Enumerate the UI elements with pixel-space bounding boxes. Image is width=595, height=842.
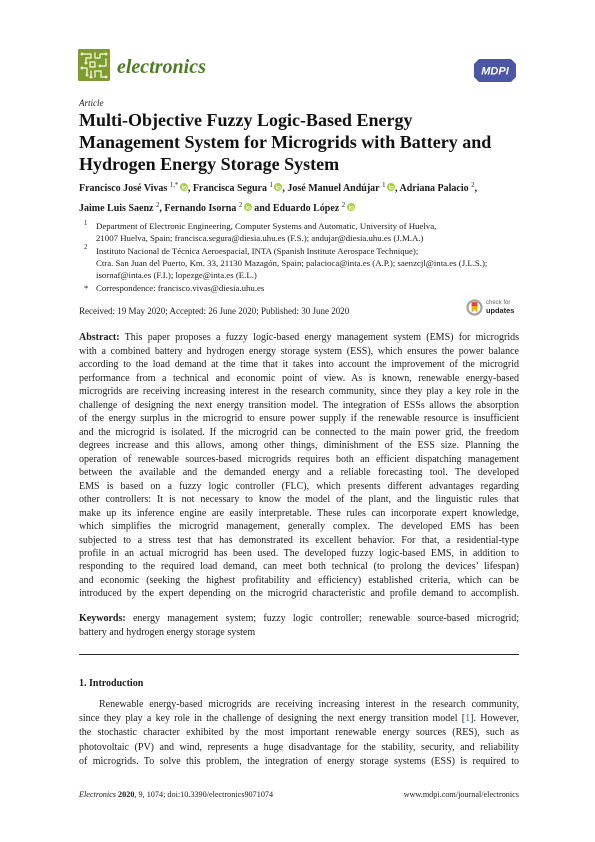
abstract-label: Abstract: — [79, 332, 120, 344]
orcid-icon[interactable] — [180, 183, 188, 191]
article-type: Article — [79, 98, 104, 108]
abstract-line: challenge of designing the next energy transition model. The integration of ESSs allows the absorption — [79, 399, 519, 411]
keywords-label: Keywords: — [79, 613, 126, 624]
intro-line — [79, 712, 519, 726]
affiliation-line: isornaf@inta.es (F.I.); lopezge@inta.es (E.L.) — [96, 270, 257, 281]
orcid-icon[interactable] — [244, 203, 252, 211]
orcid-icon[interactable] — [387, 183, 395, 191]
electronics-journal-logo-icon — [78, 49, 110, 81]
citation-link[interactable]: 1 — [465, 713, 471, 725]
footer-citation — [79, 789, 273, 801]
author-separator: , — [159, 202, 165, 214]
affiliation-2 — [79, 245, 519, 282]
correspondence-text: Correspondence: francisco.vivas@diesia.uhu.es — [96, 282, 265, 293]
abstract-line: make up its inference engine are easily interpretable. These rules can incorporate expert knowledge, — [79, 507, 519, 519]
author-separator: and — [251, 202, 273, 214]
author-name: Fernando Isorna — [164, 202, 237, 214]
author-separator: , — [187, 182, 193, 194]
abstract-line: introduced by the expert depending on the microgrid characteristic and profile demand to accomplish. — [79, 588, 519, 600]
author-separator: , — [282, 182, 288, 194]
intro-paragraph — [79, 698, 519, 769]
title-line: Multi-Objective Fuzzy Logic-Based Energy — [79, 110, 413, 130]
mdpi-logo-icon — [474, 59, 516, 82]
author-name: Adriana Palacio — [399, 182, 469, 194]
author-affiliation-marker: 1 — [269, 181, 273, 189]
affiliation-line: Department of Electronic Engineering, Computer Systems and Automatic, University of Huelva, — [96, 220, 437, 231]
author-name: José Manuel Andújar — [287, 182, 380, 194]
check-for-updates-badge[interactable] — [466, 296, 520, 318]
abstract-line: performance from a technical and economic point of view. As is known, renewable energy-based — [79, 372, 519, 384]
author-line — [79, 179, 477, 199]
author-name: Eduardo López — [272, 202, 340, 214]
abstract-line: other controllers: It is not necessary to know the model of the plant, and the linguistic rules that — [79, 494, 519, 506]
abstract-line: profile in an actual microgrid has been used. The developed fuzzy logic-based EMS, in addition to — [79, 548, 519, 559]
abstract-line: EMS is based on a fuzzy logic controller (FLC), which presents different advantages regarding — [79, 480, 519, 492]
affiliation-text — [96, 245, 519, 282]
keywords-line: battery and hydrogen energy storage system — [79, 627, 256, 638]
footer-year: 2020 — [118, 790, 135, 799]
author-name: Francisco José Vivas — [79, 182, 168, 194]
check-for-updates-icon — [466, 298, 483, 317]
author-separator: , — [474, 182, 478, 194]
abstract-line: of the energy surplus in the microgrid to ensure power supply if the renewable resource is insufficient — [79, 413, 519, 425]
check-for-updates-text — [486, 299, 514, 315]
author-affiliation-marker: 1,* — [169, 181, 179, 189]
affiliation-line: Ctra. San Juan del Puerto, Km. 33, 21130 Mazagón, Spain; palacioca@inta.es (A.P.); saenzcjl@inta.es (J.L.S.); — [96, 258, 488, 268]
abstract — [79, 331, 519, 601]
correspondence-marker: * — [84, 282, 89, 293]
paper-title — [79, 109, 491, 175]
correspondence — [79, 282, 519, 294]
author-name: Jaime Luis Saenz — [79, 202, 154, 214]
author-affiliation-marker: 2 — [471, 181, 475, 189]
intro-line: photovoltaic (PV) and wind, represents a huge disadvantage for the stability, security, and reliability — [79, 741, 519, 753]
affiliation-line: 21007 Huelva, Spain; francisca.segura@diesia.uhu.es (F.S.); andujar@diesia.uhu.es (J.M.A.) — [96, 233, 424, 244]
abstract-line: and the microgrid is isolated. If the microgrid can be connected to the main power grid, the freedom — [79, 426, 519, 438]
abstract-line: and economic (seeking the highest profitability and efficiency) established criteria, which can be — [79, 574, 519, 586]
footer-doi: , 9, 1074; doi:10.3390/electronics9071074 — [134, 790, 274, 799]
affiliation-1 — [79, 220, 519, 245]
author-name: Francisca Segura — [192, 182, 267, 194]
affiliation-number: 1 — [84, 219, 88, 227]
abstract-line: between the available and the demanded energy and a reliable forecasting tool. The developed — [79, 467, 519, 479]
author-separator: , — [395, 182, 400, 194]
affiliation-number: 2 — [84, 244, 88, 252]
affiliation-text — [96, 220, 519, 245]
keywords-line — [79, 612, 519, 626]
author-list — [79, 179, 477, 219]
intro-line: the stochastic character exhibited by the most important renewable energy sources (RES), such as — [79, 727, 519, 739]
orcid-icon[interactable] — [347, 203, 355, 211]
author-affiliation-marker: 2 — [238, 201, 243, 209]
author-line — [79, 199, 477, 219]
abstract-line: responding to the required load demand, can meet both technical (to prolong the devices’ lifespan) — [79, 561, 519, 573]
title-line: Hydrogen Energy Storage System — [79, 154, 340, 174]
keywords — [79, 612, 519, 640]
abstract-line: according to the load demand at the time that it takes into account the improvement of the microgrid — [79, 359, 519, 371]
affiliation-line: Instituto Nacional de Técnica Aeroespacial, INTA (Spanish Institute Aerospace Technique); — [96, 245, 419, 256]
abstract-line: degrees increase and this allows, among other things, diminishment of the ESS size. Planning the — [79, 440, 519, 452]
author-affiliation-marker: 1 — [382, 181, 386, 189]
footer-journal: Electronics — [79, 790, 116, 799]
intro-text: since they play a key role in the challenge of designing the next energy transition model [ — [79, 713, 466, 725]
abstract-line: operation of renewable sources-based microgrids requires both an efficient dispatching management — [79, 453, 519, 465]
mdpi-logo-text: MDPI — [481, 65, 509, 78]
title-line: Management System for Microgrids with Battery and — [79, 132, 492, 152]
intro-text: ]. However, — [470, 713, 519, 725]
section-heading: 1. Introduction — [79, 678, 144, 689]
publication-dates: Received: 19 May 2020; Accepted: 26 June 2020; Published: 30 June 2020 — [79, 306, 350, 316]
check-for-updates-line1: check for — [486, 300, 511, 306]
abstract-text: This paper proposes a fuzzy logic-based energy management system (EMS) for microgrids — [124, 332, 519, 344]
journal-name: electronics — [117, 56, 206, 78]
footer-journal-url[interactable]: www.mdpi.com/journal/electronics — [403, 790, 519, 799]
abstract-line — [79, 331, 519, 344]
abstract-line: subjected to a stress test that has demonstrated its excellent behavior. For that, a residential-type — [79, 534, 519, 546]
abstract-line: microgrids are receiving increasing interest in the research community, since they play a key role in the — [79, 386, 519, 398]
intro-line: of microgrids. To solve this problem, the integration of energy storage systems (ESS) is required to — [79, 755, 519, 767]
keywords-text: energy management system; fuzzy logic controller; renewable source-based microgrid; — [132, 613, 519, 624]
section-divider — [79, 654, 519, 655]
abstract-line: which simplifies the microgrid management, generally complex. The developed EMS has been — [79, 521, 519, 533]
author-affiliation-marker: 2 — [341, 201, 346, 209]
check-for-updates-line2: updates — [486, 306, 515, 315]
intro-line: Renewable energy-based microgrids are receiving increasing interest in the research community, — [99, 698, 519, 710]
author-affiliation-marker: 2 — [155, 201, 160, 209]
abstract-line: with a combined battery and hydrogen energy storage system (ESS), which ensures the power balance — [79, 345, 519, 357]
